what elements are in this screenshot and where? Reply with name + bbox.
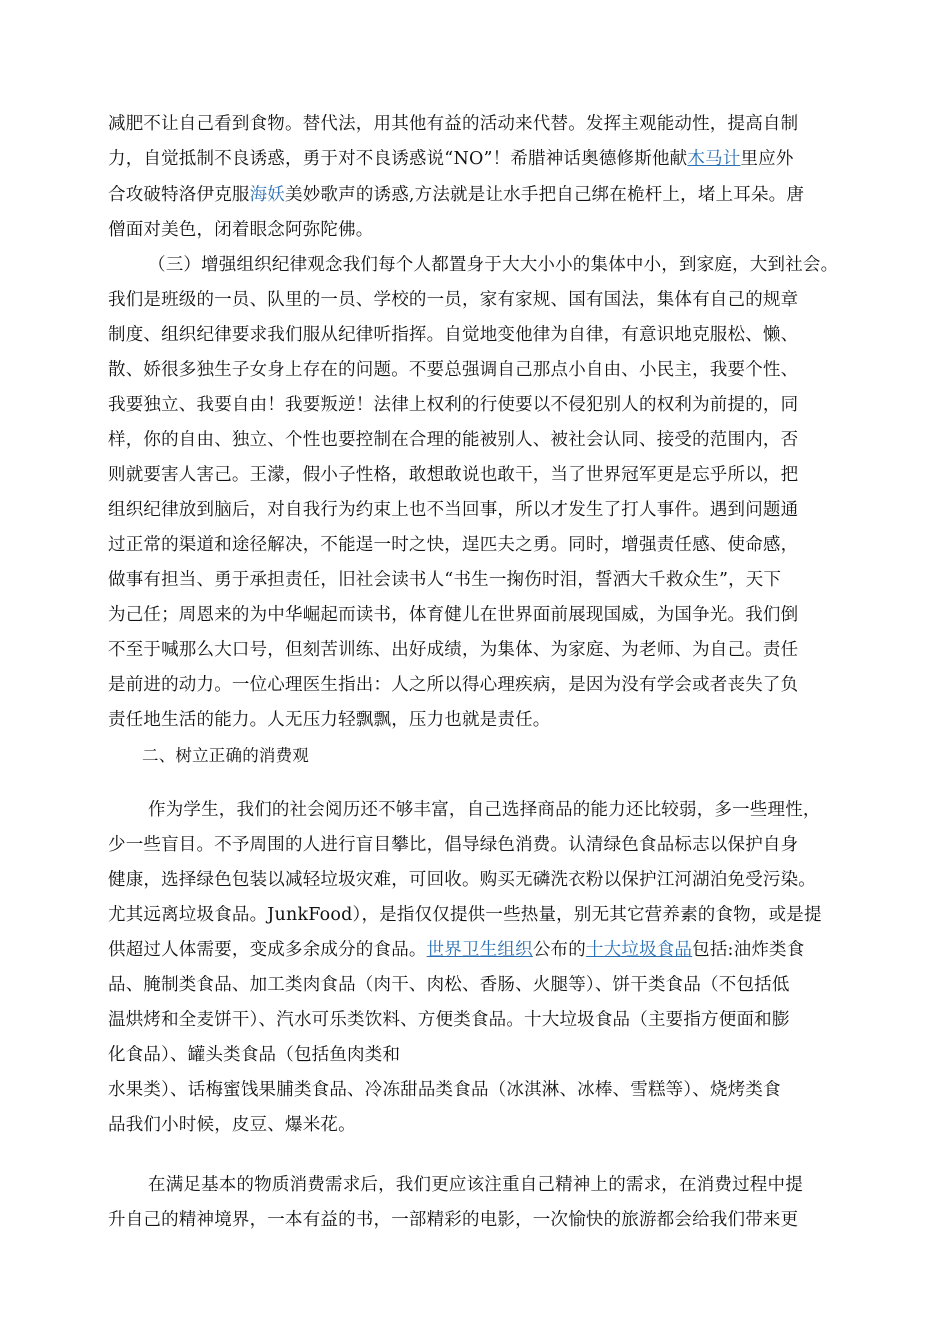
section-heading: 二、树立正确的消费观	[142, 746, 309, 765]
paragraph-4-line-1: 在满足基本的物质消费需求后，我们更应该注重自己精神上的需求，在消费过程中提	[148, 1175, 803, 1195]
paragraph-2-line-5: 我要独立、我要自由！我要叛逆！法律上权利的行使要以不侵犯别人的权利为前提的，同	[108, 395, 799, 415]
paragraph-2-line-3: 制度、组织纪律要求我们服从纪律听指挥。自觉地变他律为自律，有意识地克服松、懒、	[108, 325, 799, 345]
paragraph-2-line-9: 过正常的渠道和途径解决，不能逞一时之快，逞匹夫之勇。同时，增强责任感、使命感，	[108, 535, 799, 555]
paragraph-1-line-2-text-a: 力，自觉抵制不良诱惑，勇于对不良诱惑说“NO”！希腊神话奥德修斯他献	[108, 149, 688, 169]
paragraph-1-line-2-text-b: 里应外	[740, 149, 794, 169]
paragraph-4-line-2: 升自己的精神境界，一本有益的书，一部精彩的电影，一次愉快的旅游都会给我们带来更	[108, 1210, 799, 1230]
paragraph-3-line-1: 作为学生，我们的社会阅历还不够丰富，自己选择商品的能力还比较弱，多一些理性，	[148, 800, 821, 820]
paragraph-2-line-6: 样，你的自由、独立、个性也要控制在合理的能被别人、被社会认同、接受的范围内，否	[108, 430, 799, 450]
paragraph-2-line-7: 则就要害人害己。王濛，假小子性格，敢想敢说也敢干，当了世界冠军更是忘乎所以，把	[108, 465, 799, 485]
paragraph-2-line-1: （三）增强组织纪律观念我们每个人都置身于大大小小的集体中小，到家庭，大到社会。	[148, 255, 839, 275]
paragraph-2-line-2: 我们是班级的一员、队里的一员、学校的一员，家有家规、国有国法，集体有自己的规章	[108, 290, 799, 310]
paragraph-3-line-5	[108, 938, 804, 962]
paragraph-2-line-13: 是前进的动力。一位心理医生指出：人之所以得心理疾病，是因为没有学会或者丧失了负	[108, 675, 799, 695]
paragraph-1-line-2	[108, 147, 794, 171]
paragraph-1-line-3	[108, 183, 804, 207]
siren-link[interactable]: 海妖	[249, 185, 286, 205]
paragraph-2-line-10: 做事有担当、勇于承担责任，旧社会读书人“书生一掬伤时泪，誓洒大千救众生”，天下	[108, 570, 782, 590]
paragraph-2-line-8: 组织纪律放到脑后，对自我行为约束上也不当回事，所以才发生了打人事件。遇到问题通	[108, 500, 799, 520]
paragraph-3-line-2: 少一些盲目。不予周围的人进行盲目攀比，倡导绿色消费。认清绿色食品标志以保护自身	[108, 835, 799, 855]
paragraph-3-line-6: 品、腌制类食品、加工类肉食品（肉干、肉松、香肠、火腿等）、饼干类食品（不包括低	[108, 975, 790, 995]
paragraph-3-line-8: 化食品）、罐头类食品（包括鱼肉类和	[108, 1045, 401, 1065]
paragraph-3-line-3: 健康，选择绿色包装以减轻垃圾灾难，可回收。购买无磷洗衣粉以保护江河湖泊免受污染。	[108, 870, 816, 890]
who-link[interactable]: 世界卫生组织	[426, 940, 533, 960]
paragraph-1-line-3-text-b: 美妙歌声的诱惑,方法就是让水手把自己绑在桅杆上，堵上耳朵。唐	[285, 185, 805, 205]
paragraph-3-line-9: 水果类）、话梅蜜饯果脯类食品、冷冻甜品类食品（冰淇淋、冰棒、雪糕等）、烧烤类食	[108, 1080, 781, 1100]
paragraph-3-line-5-mid: 公布的	[532, 940, 586, 960]
paragraph-3-line-5-end: 包括:油炸类食	[692, 940, 805, 960]
paragraph-1-line-3-text-a: 合攻破特洛伊克服	[108, 185, 250, 205]
trojan-horse-link[interactable]: 木马计	[687, 149, 741, 169]
paragraph-1-line-1: 减肥不让自己看到食物。替代法，用其他有益的活动来代替。发挥主观能动性，提高自制	[108, 114, 799, 134]
paragraph-2-line-4: 散、娇很多独生子女身上存在的问题。不要总强调自己那点小自由、小民主，我要个性、	[108, 360, 799, 380]
paragraph-3-line-5-text: 供超过人体需要，变成多余成分的食品。	[108, 940, 427, 960]
paragraph-3-line-4: 尤其远离垃圾食品。JunkFood），是指仅仅提供一些热量，别无其它营养素的食物，或是提	[108, 905, 822, 925]
junk-food-list-link[interactable]: 十大垃圾食品	[585, 940, 693, 960]
paragraph-2-line-12: 不至于喊那么大口号，但刻苦训练、出好成绩，为集体、为家庭、为老师、为自己。责任	[108, 640, 799, 660]
paragraph-2-line-11: 为己任；周恩来的为中华崛起而读书，体育健儿在世界面前展现国威，为国争光。我们倒	[108, 605, 799, 625]
paragraph-2-line-14: 责任地生活的能力。人无压力轻飘飘，压力也就是责任。	[108, 710, 551, 730]
paragraph-3-line-7: 温烘烤和全麦饼干）、汽水可乐类饮料、方便类食品。十大垃圾食品（主要指方便面和膨	[108, 1010, 790, 1030]
paragraph-3-line-10: 品我们小时候，皮豆、爆米花。	[108, 1115, 356, 1135]
paragraph-1-line-4: 僧面对美色，闭着眼念阿弥陀佛。	[108, 220, 374, 240]
